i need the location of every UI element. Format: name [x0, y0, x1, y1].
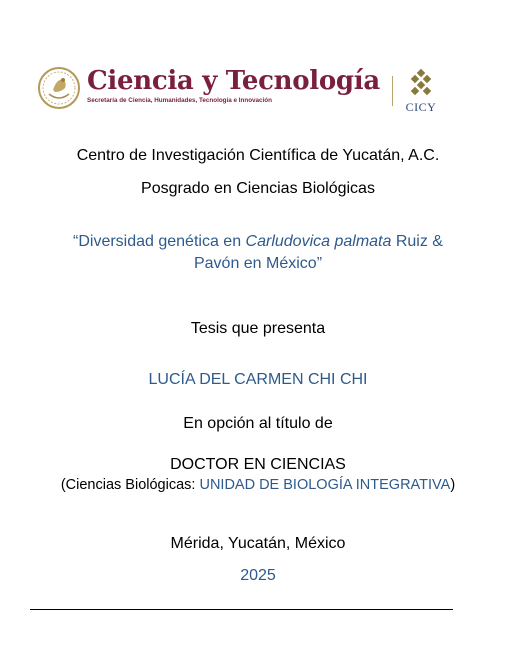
thesis-title-line-1: [0, 233, 516, 251]
brand-block: [87, 66, 380, 104]
specialty-name: UNIDAD DE BIOLOGÍA INTEGRATIVA: [199, 477, 451, 493]
thesis-title-part: Ruiz &: [391, 233, 443, 250]
year: 2025: [240, 567, 276, 584]
brand-subtitle: Secretaría de Ciencia, Humanidades, Tecnología e Innovación: [87, 97, 272, 104]
place: Mérida, Yucatán, México: [170, 535, 346, 552]
institution-name: Centro de Investigación Científica de Yucatán, A.C.: [76, 147, 440, 164]
author-name: LUCÍA DEL CARMEN CHI CHI: [148, 371, 368, 388]
degree-title: DOCTOR EN CIENCIAS: [170, 456, 346, 473]
bottom-rule: [30, 609, 453, 610]
presents-label: Tesis que presenta: [190, 320, 326, 337]
specialty-prefix: (Ciencias Biológicas:: [60, 477, 200, 493]
thesis-title-part: “Diversidad genética en: [73, 233, 246, 250]
thesis-title-line-2: Pavón en México”: [193, 255, 323, 272]
cicy-logo-text: CICY: [405, 100, 437, 114]
species-name: Carludovica palmata: [245, 233, 392, 250]
brand-title: Ciencia y Tecnología: [87, 66, 380, 96]
option-label: En opción al título de: [183, 415, 333, 432]
program-name: Posgrado en Ciencias Biológicas: [141, 180, 375, 197]
page-header: [37, 66, 457, 116]
header-divider: [392, 76, 393, 106]
degree-specialty: [0, 477, 516, 493]
specialty-suffix: ): [450, 477, 456, 493]
mexico-coat-of-arms-icon: [37, 66, 81, 110]
